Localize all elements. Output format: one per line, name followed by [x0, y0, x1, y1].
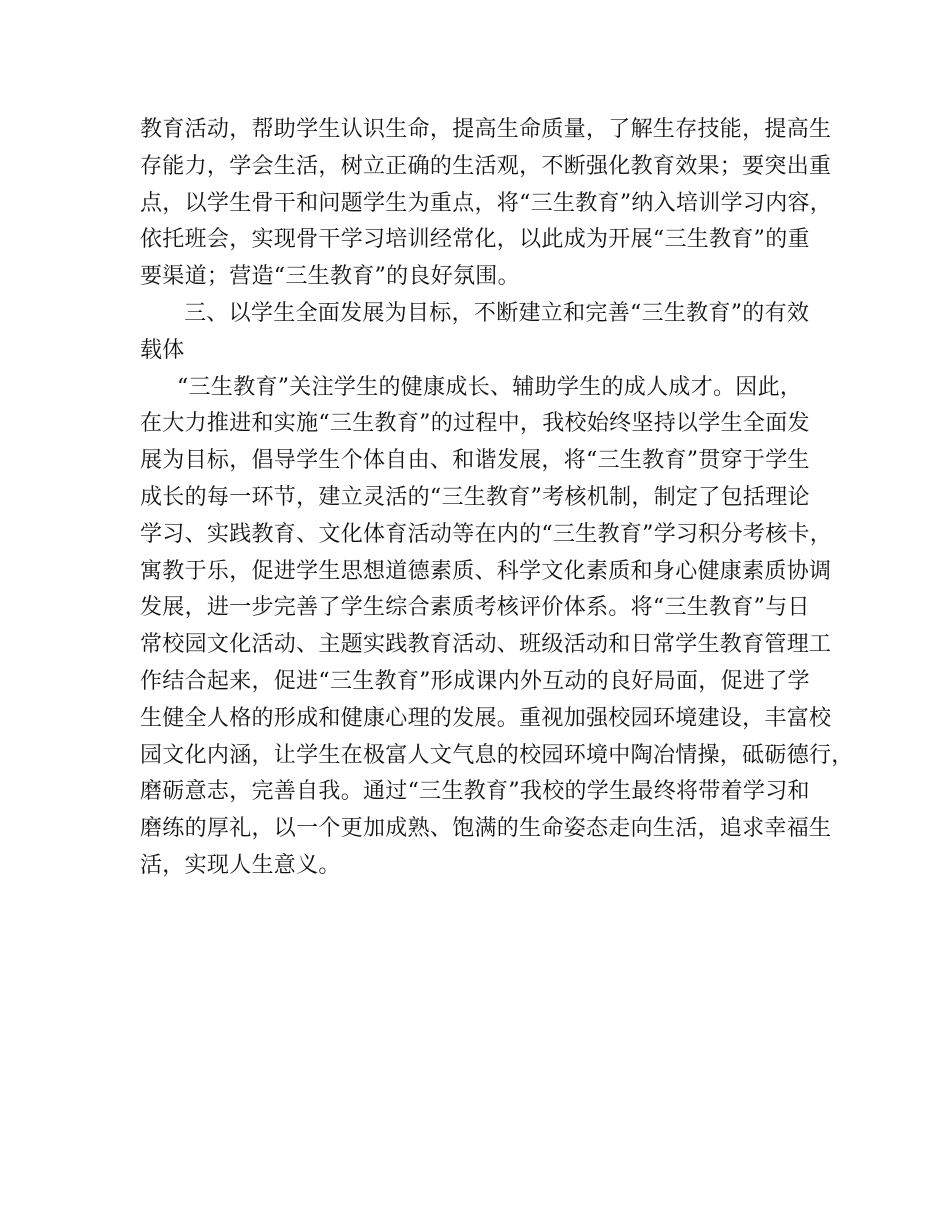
text-line: 活，实现人生意义。 [140, 852, 341, 878]
text-line: 在大力推进和实施“三生教育”的过程中，我校始终坚持以学生全面发 [140, 411, 810, 437]
text-line: 园文化内涵，让学生在极富人文气息的校园环境中陶冶情操，砥砺德行， [140, 742, 854, 768]
text-line: 常校园文化活动、主题实践教育活动、班级活动和日常学生教育管理工 [140, 632, 832, 658]
text-line: 要渠道；营造“三生教育”的良好氛围。 [140, 264, 520, 290]
text-line: 学习、实践教育、文化体育活动等在内的“三生教育”学习积分考核卡， [140, 521, 833, 547]
text-line: “三生教育”关注学生的健康成长、辅助学生的成人成才。因此， [177, 374, 803, 400]
text-line: 成长的每一环节，建立灵活的“三生教育”考核机制，制定了包括理论 [140, 484, 810, 510]
text-line: 教育活动，帮助学生认识生命，提高生命质量，了解生存技能，提高生 [140, 117, 832, 142]
text-line: 依托班会，实现骨干学习培训经常化，以此成为开展“三生教育”的重 [140, 227, 810, 253]
document-body [140, 112, 854, 885]
heading-line: 三、以学生全面发展为目标，不断建立和完善“三生教育”的有效 [184, 300, 810, 326]
paragraph-continuation [140, 112, 833, 296]
text-line: 作结合起来，促进“三生教育”形成课内外互动的良好局面，促进了学 [140, 668, 810, 694]
text-line: 磨练的厚礼，以一个更加成熟、饱满的生命姿态走向生活，追求幸福生 [140, 816, 832, 842]
text-line: 点，以学生骨干和问题学生为重点，将“三生教育”纳入培训学习内容， [140, 190, 833, 216]
text-line: 发展，进一步完善了学生综合素质考核评价体系。将“三生教育”与日 [140, 595, 810, 621]
section-heading [140, 296, 820, 370]
text-line: 磨砺意志，完善自我。通过“三生教育”我校的学生最终将带着学习和 [140, 779, 810, 805]
text-line: 存能力，学会生活，树立正确的生活观，不断强化教育效果；要突出重 [140, 153, 832, 179]
text-line: 展为目标，倡导学生个体自由、和谐发展，将“三生教育”贯穿于学生 [140, 448, 810, 474]
heading-line: 载体 [140, 337, 185, 363]
text-line: 生健全人格的形成和健康心理的发展。重视加强校园环境建设，丰富校 [140, 705, 832, 731]
body-paragraph [140, 370, 854, 885]
text-line: 寓教于乐，促进学生思想道德素质、科学文化素质和身心健康素质协调 [140, 558, 832, 584]
